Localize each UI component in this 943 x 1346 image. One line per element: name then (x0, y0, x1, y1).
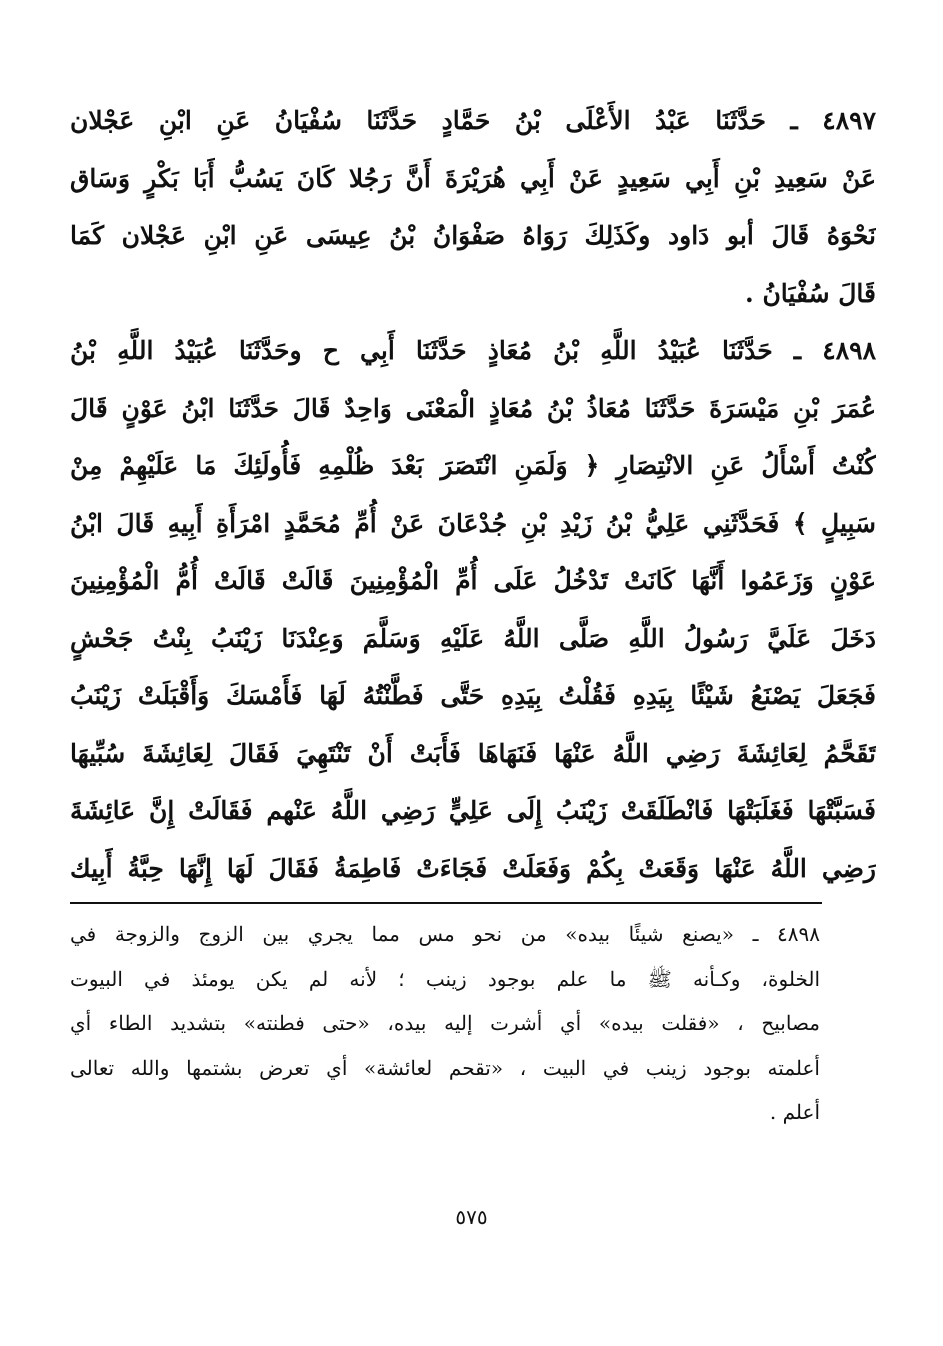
page-number: ٥٧٥ (455, 1205, 488, 1229)
text-line: ٤٨٩٧ ـ حَدَّثَنَا عَبْدُ الأَعْلَى بْنُ حَمَّادٍ حَدَّثَنَا سُفْيَانُ عَنِ ابْنِ عَجْلان (70, 106, 876, 135)
main-text (70, 92, 876, 897)
footnote-line: أعلمته بوجود زينب في البيت ، «تقحم لعائشة» أي تعرض بشتمها والله تعالى (70, 1055, 820, 1080)
hadith-4897 (70, 92, 876, 322)
footnote-line: أعلم . (769, 1100, 820, 1124)
footnote-divider (70, 902, 822, 904)
text-line: فَجَعَلَ يَصْنَعُ شَيْئًا بِيَدِهِ فَقُلْتُ بِيَدِهِ حَتَّى فَطَّنْتُهُ لَهَا فَأَمْسَكَ وَأَقْبَلَتْ زَيْنَبُ (70, 681, 876, 710)
text-line: رَضِي اللَّهُ عَنْهَا وَقَعَتْ بِكُمْ وَفَعَلَتْ فَجَاءَتْ فَاطِمَةُ فَقَالَ لَهَا إِنَّهَا حِبَّةُ أَبِيك (70, 853, 876, 883)
footnote-line: الخلوة، وكـأنه ﷺ ما علم بوجود زينب ؛ لأنه لم يكن يومئذ في البيوت (70, 966, 820, 991)
text-line: سَبِيلٍ ﴾ فَحَدَّثَنِي عَلِيُّ بْنُ زَيْدِ بْنِ جُدْعَانَ عَنْ أُمِّ مُحَمَّدٍ امْرَأَةِ أَبِيهِ قَالَ ابْنُ (70, 508, 876, 538)
text-line: دَخَلَ عَلَيَّ رَسُولُ اللَّهِ صَلَّى اللَّهُ عَلَيْهِ وَسَلَّمَ وَعِنْدَنَا زَيْنَبُ بِنْتُ جَحْشٍ (70, 623, 876, 653)
text-line: عَوْنٍ وَزَعَمُوا أَنَّهَا كَانَتْ تَدْخُلُ عَلَى أُمِّ الْمُؤْمِنِينَ قَالَتْ قَالَتْ أُمُّ الْمُؤْمِنِينَ (70, 566, 876, 595)
text-line: عُمَرَ بْنِ مَيْسَرَةَ حَدَّثَنَا مُعَاذُ بْنُ مُعَاذٍ الْمَعْنَى وَاحِدٌ قَالَ حَدَّثَنَا ابْنُ عَوْنٍ قَالَ (70, 393, 876, 423)
text-line: فَسَبَّتْهَا فَغَلَبَتْهَا فَانْطَلَقَتْ زَيْنَبُ إِلَى عَلِيٍّ رَضِي اللَّهُ عَنْهم فَقَالَتْ إِنَّ عَائِشَةَ (70, 796, 876, 825)
hadith-4898 (70, 322, 876, 897)
text-line: عَنْ سَعِيدِ بْنِ أَبِي سَعِيدٍ عَنْ أَبِي هُرَيْرَةَ أَنَّ رَجُلا كَانَ يَسُبُّ أَبَا بَكْرٍ وَسَاق (70, 163, 876, 193)
footnote-line: ٤٨٩٨ ـ «يصنع شيئًا بيده» من نحو مس مما يجري بين الزوج والزوجة في (70, 922, 820, 946)
footnote-line: مصابيح ، «فقلت بيده» أي أشرت إليه بيده، «حتى فطنته» بتشديد الطاء أي (70, 1011, 820, 1035)
text-line: قَالَ سُفْيَانُ . (745, 278, 876, 308)
text-line: تَقَحَّمُ لِعَائِشَةَ رَضِي اللَّهُ عَنْهَا فَنَهَاهَا فَأَبَتْ أَنْ تَنْتَهِيَ فَقَالَ لِعَائِشَةَ سُبِّيهَا (70, 738, 876, 768)
text-line: ٤٨٩٨ ـ حَدَّثَنَا عُبَيْدُ اللَّهِ بْنُ مُعَاذٍ حَدَّثَنَا أَبِي ح وحَدَّثَنَا عُبَيْدُ اللَّهِ بْنُ (70, 336, 876, 365)
text-line: كُنْتُ أَسْأَلُ عَنِ الانْتِصَارِ ﴿ وَلَمَنِ انْتَصَرَ بَعْدَ ظُلْمِهِ فَأُولَئِكَ مَا عَلَيْهِمْ مِنْ (70, 451, 876, 480)
text-line: نَحْوَهُ قَالَ أبو دَاود وكَذَلِكَ رَوَاهُ صَفْوَانُ بْنُ عِيسَى عَنِ ابْنِ عَجْلان كَمَا (70, 221, 876, 250)
footnote (70, 912, 820, 1135)
